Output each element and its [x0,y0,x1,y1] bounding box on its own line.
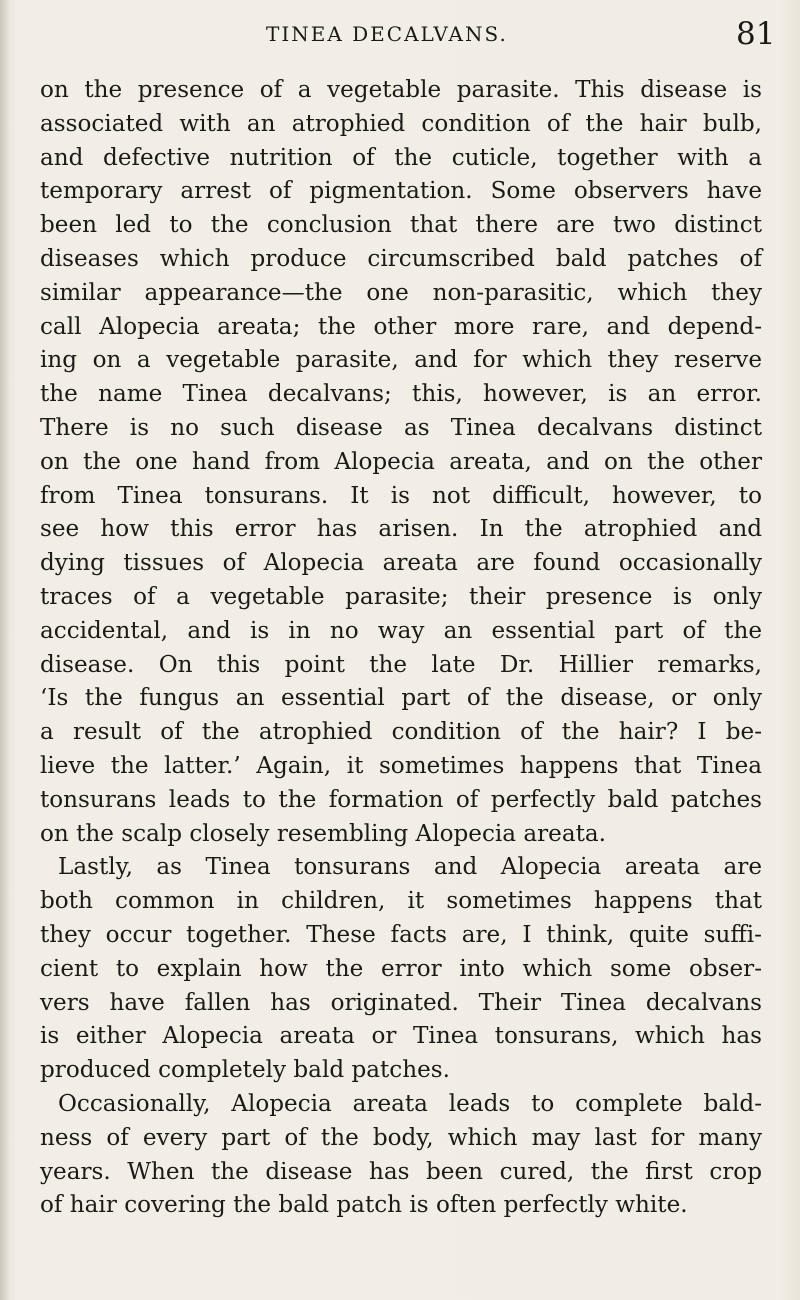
text-line: call Alopecia areata; the other more rare, and depend- [40,313,762,340]
text-line: is either Alopecia areata or Tinea tonsurans, which has [40,1023,762,1050]
text-line: and defective nutrition of the cuticle, together with a [40,144,762,171]
text-line: similar appearance—the one non-parasitic, which they [40,279,762,306]
text-line: vers have fallen has originated. Their Tinea decalvans [40,989,762,1016]
text-line: diseases which produce circumscribed bald patches of [40,245,762,272]
text-line: accidental, and is in no way an essential part of the [40,617,762,644]
text-line: the name Tinea decalvans; this, however, is an error. [40,381,762,408]
page-number: 81 [736,16,776,52]
running-head [0,16,800,56]
text-line: associated with an atrophied condition of the hair bulb, [40,110,762,137]
text-line: from Tinea tonsurans. It is not difficult, however, to [40,482,762,509]
text-line: produced completely bald patches. [40,1057,450,1084]
text-line: There is no such disease as Tinea decalvans distinct [40,414,762,441]
text-line: on the scalp closely resembling Alopecia areata. [40,820,607,847]
text-line: ing on a vegetable parasite, and for which they reserve [40,347,762,374]
text-line: see how this error has arisen. In the atrophied and [40,516,762,543]
running-title: TINEA DECALVANS. [266,22,508,46]
text-line: on the presence of a vegetable parasite. This disease is [40,77,762,103]
text-line: traces of a vegetable parasite; their presence is only [40,583,762,610]
text-line: they occur together. These facts are, I think, quite suffi- [40,921,762,948]
text-line: ‘Is the fungus an essential part of the disease, or only [40,685,762,712]
text-line: Lastly, as Tinea tonsurans and Alopecia areata are [58,854,762,881]
text-line: temporary arrest of pigmentation. Some observers have [40,178,762,205]
text-line: both common in children, it sometimes happens that [40,888,762,915]
text-line: disease. On this point the late Dr. Hillier remarks, [40,651,762,678]
text-line: on the one hand from Alopecia areata, and on the other [40,448,762,475]
text-line: years. When the disease has been cured, the first crop [40,1158,762,1185]
text-line: lieve the latter.’ Again, it sometimes happens that Tinea [40,752,762,779]
text-line: of hair covering the bald patch is often perfectly white. [40,1192,688,1219]
text-line: ness of every part of the body, which may last for many [40,1124,762,1151]
body-text [40,74,762,1223]
text-line: a result of the atrophied condition of the hair? I be- [40,719,762,746]
text-line: cient to explain how the error into which some obser- [40,955,762,982]
text-line: been led to the conclusion that there are two distinct [40,212,762,239]
text-line: Occasionally, Alopecia areata leads to complete bald- [58,1090,762,1117]
text-line: dying tissues of Alopecia areata are found occasionally [40,550,762,577]
gutter-shadow [0,0,10,1300]
text-line: tonsurans leads to the formation of perfectly bald patches [40,786,762,813]
